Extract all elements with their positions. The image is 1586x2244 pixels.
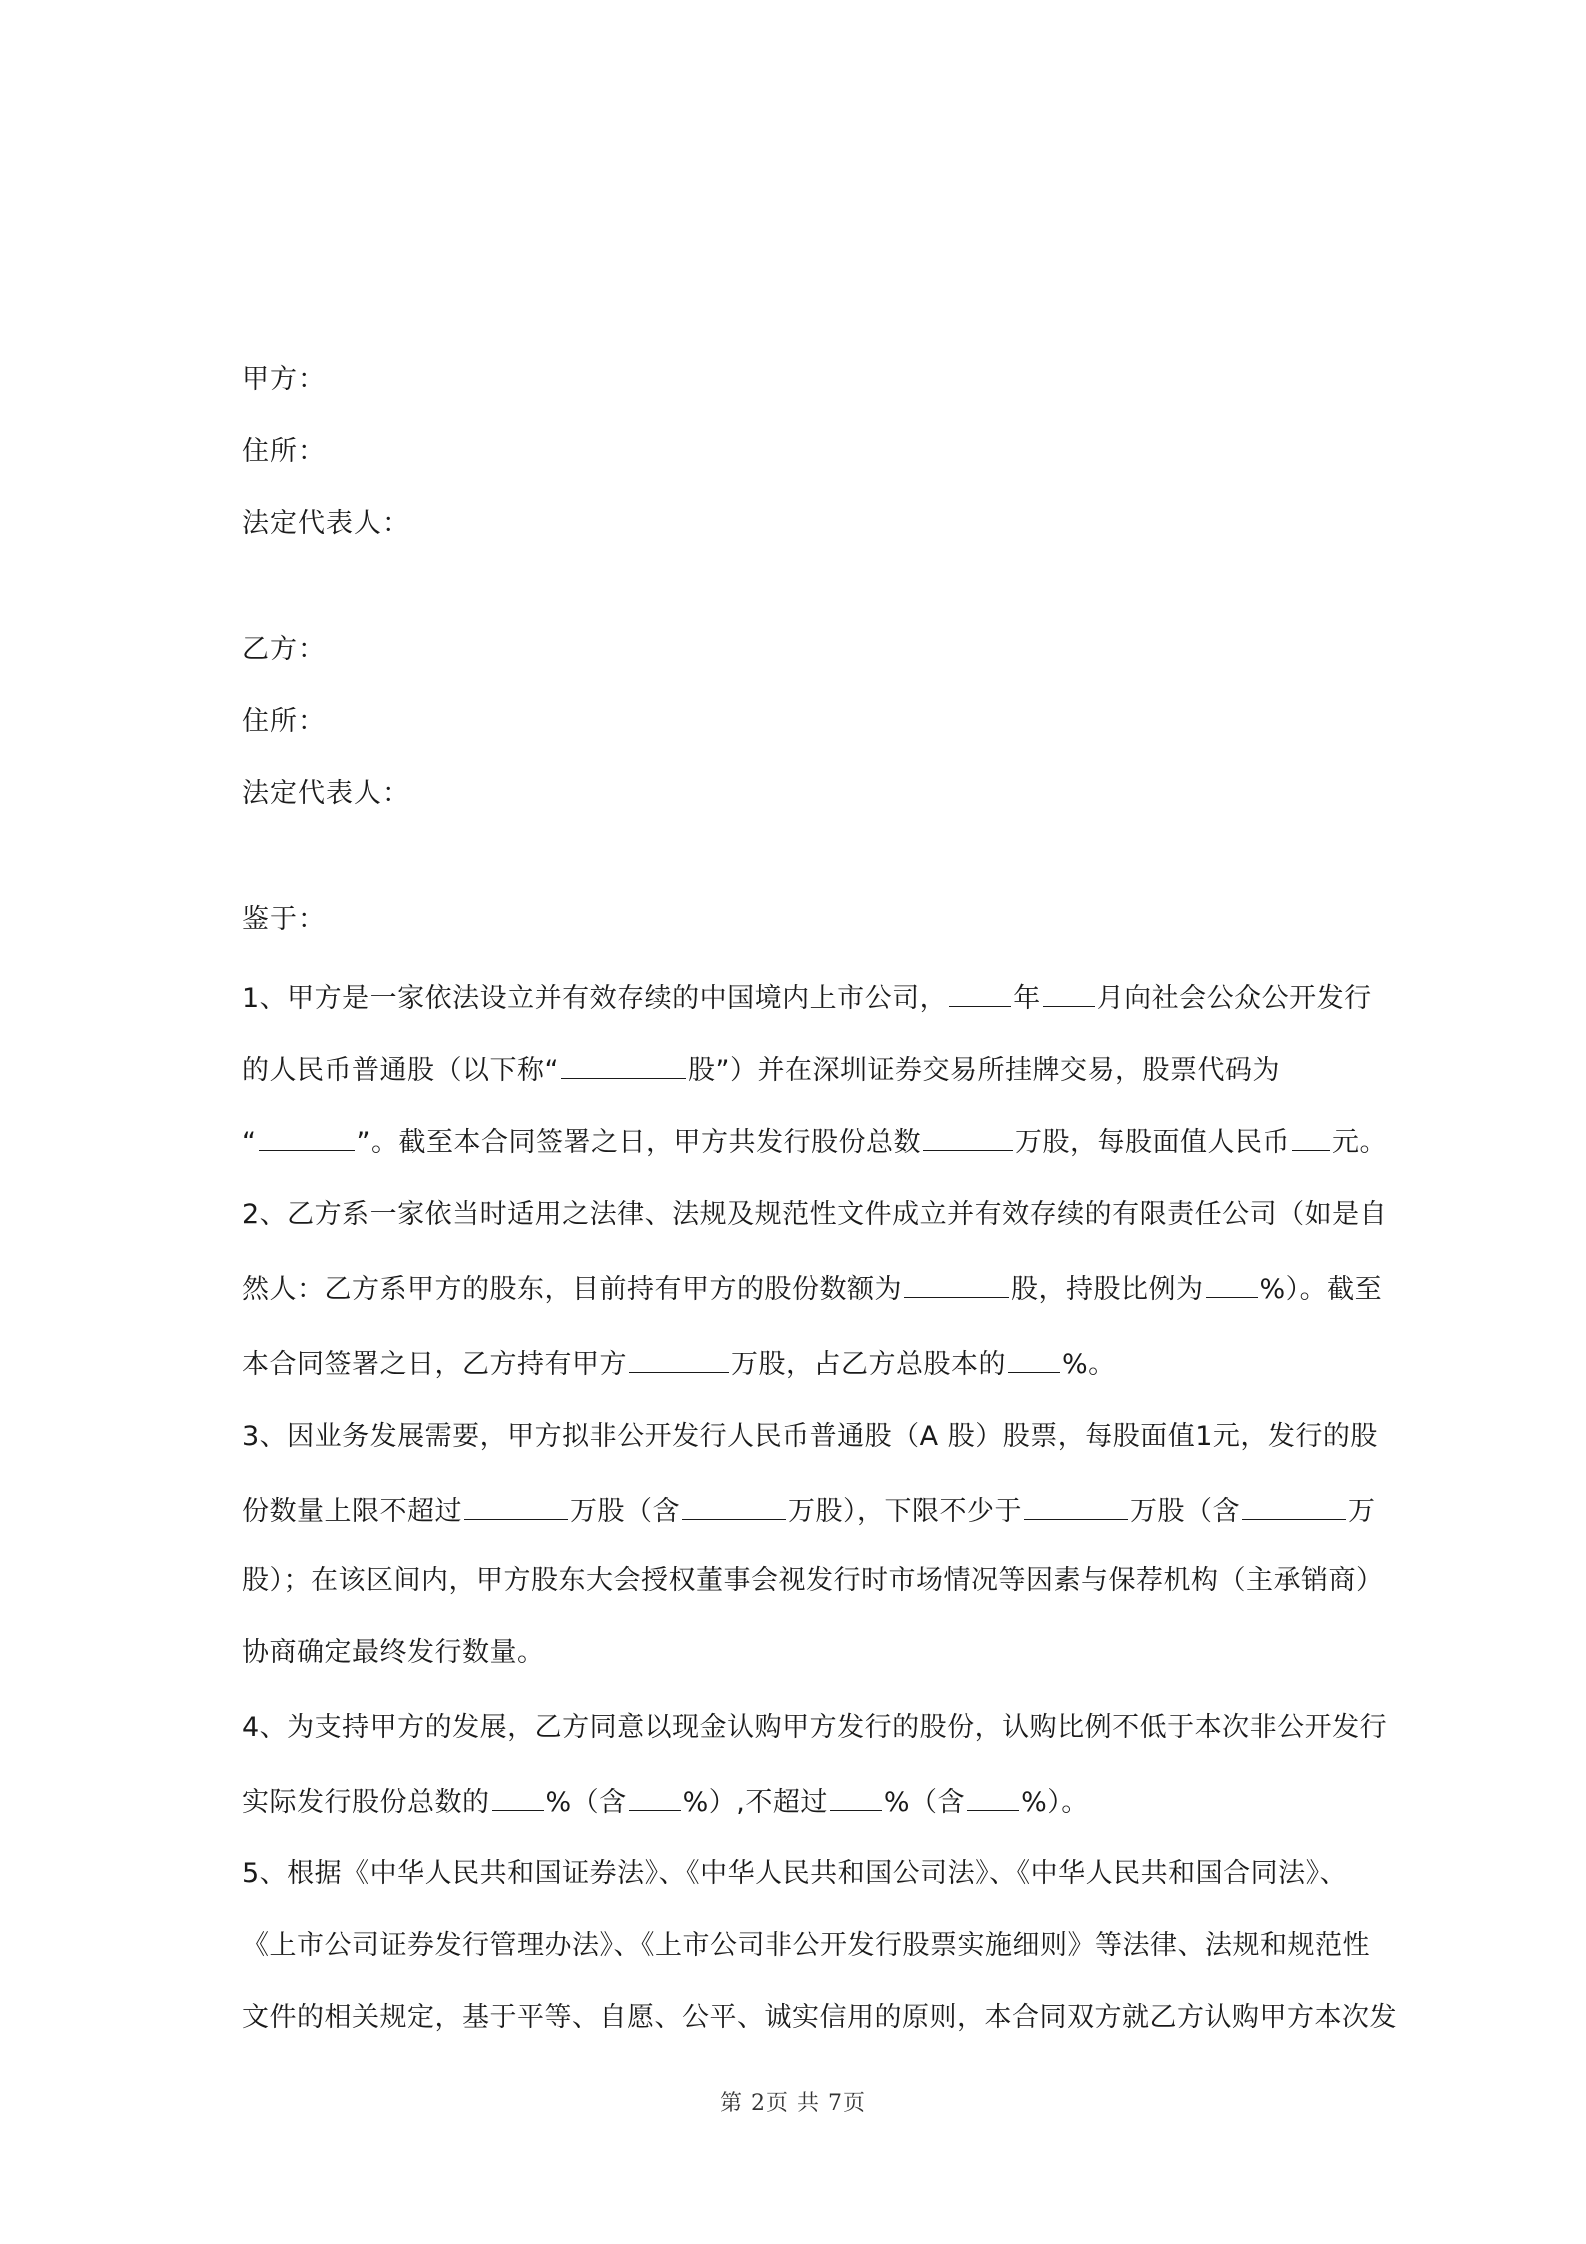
clause-text: 月向社会公众公开发行 [1096, 983, 1372, 1014]
clause-text: %）。截至 [1259, 1274, 1383, 1305]
clause-3-line-2 [242, 1491, 1376, 1530]
clause-text: “ [242, 1127, 257, 1158]
party-a-label: 甲方： [242, 364, 326, 395]
clause-text: 然人：乙方系甲方的股东，目前持有甲方的股份数额为 [242, 1274, 902, 1305]
clause-text: 万股（含 [570, 1496, 680, 1527]
blank-field [492, 1782, 544, 1811]
blank-field [1242, 1491, 1346, 1520]
blank-field [923, 1122, 1013, 1151]
blank-field [1292, 1122, 1330, 1151]
clause-text: ”。截至本合同签署之日，甲方共发行股份总数 [356, 1127, 921, 1158]
clause-text: %（含 [883, 1787, 966, 1818]
blank-field [830, 1782, 882, 1811]
blank-field [629, 1344, 729, 1373]
clause-text: 份数量上限不超过 [242, 1496, 462, 1527]
blank-field [967, 1782, 1019, 1811]
clause-text: %）。 [1021, 1787, 1089, 1818]
clause-5-line-3: 文件的相关规定，基于平等、自愿、公平、诚实信用的原则，本合同双方就乙方认购甲方本次发 [242, 2002, 1397, 2033]
blank-field [1206, 1269, 1258, 1298]
clause-3-line-3: 股）；在该区间内，甲方股东大会授权董事会视发行时市场情况等因素与保荐机构（主承销商） [242, 1565, 1384, 1596]
blank-field [682, 1491, 786, 1520]
blank-field [561, 1050, 686, 1079]
clause-text: 实际发行股份总数的 [242, 1787, 490, 1818]
party-b-address-label: 住所： [242, 706, 326, 737]
blank-field [949, 978, 1011, 1007]
clause-text: 股”）并在深圳证券交易所挂牌交易，股票代码为 [688, 1055, 1280, 1086]
clause-text: 元。 [1332, 1127, 1387, 1158]
clause-text: 万股（含 [1130, 1496, 1240, 1527]
clause-2-line-3 [242, 1344, 1357, 1383]
clause-3-line-4: 协商确定最终发行数量。 [242, 1637, 545, 1668]
clause-4-line-2 [242, 1782, 1357, 1821]
clause-1-line-2 [242, 1050, 1357, 1089]
blank-field [259, 1122, 355, 1151]
clause-text: 年 [1013, 983, 1041, 1014]
blank-field [904, 1269, 1009, 1298]
clause-text: %）,不超过 [682, 1787, 828, 1818]
clause-text: 万股，占乙方总股本的 [731, 1349, 1006, 1380]
clause-1-line-1 [242, 978, 1372, 1017]
party-a-address-label: 住所： [242, 436, 326, 467]
party-b-rep-label: 法定代表人： [242, 778, 410, 809]
clause-text: 股，持股比例为 [1011, 1274, 1204, 1305]
party-b-label: 乙方： [242, 634, 326, 665]
blank-field [1008, 1344, 1060, 1373]
clause-text: 的人民币普通股（以下称“ [242, 1055, 559, 1086]
whereas-label: 鉴于： [242, 904, 326, 935]
clause-3-line-1: 3、因业务发展需要，甲方拟非公开发行人民币普通股（A 股）股票，每股面值1元，发行的股 [242, 1421, 1378, 1452]
clause-text: 1、甲方是一家依法设立并有效存续的中国境内上市公司， [242, 983, 948, 1014]
blank-field [1024, 1491, 1128, 1520]
clause-5-line-2: 《上市公司证券发行管理办法》、《上市公司非公开发行股票实施细则》等法律、法规和规范性 [242, 1930, 1370, 1961]
clause-1-line-3 [242, 1122, 1387, 1161]
clause-text: 万股，每股面值人民币 [1015, 1127, 1290, 1158]
blank-field [464, 1491, 568, 1520]
clause-2-line-1: 2、乙方系一家依当时适用之法律、法规及规范性文件成立并有效存续的有限责任公司（如是自 [242, 1199, 1388, 1230]
clause-text: %。 [1062, 1349, 1116, 1380]
page-footer: 第 2页 共 7页 [720, 2091, 866, 2116]
clause-text: 万 [1348, 1496, 1376, 1527]
party-a-rep-label: 法定代表人： [242, 508, 410, 539]
clause-text: 万股），下限不少于 [788, 1496, 1022, 1527]
clause-text: %（含 [545, 1787, 627, 1818]
blank-field [629, 1782, 681, 1811]
clause-2-line-2 [242, 1269, 1383, 1308]
clause-5-line-1: 5、根据《中华人民共和国证券法》、《中华人民共和国公司法》、《中华人民共和国合同法》、 [242, 1858, 1348, 1889]
blank-field [1043, 978, 1095, 1007]
clause-text: 本合同签署之日，乙方持有甲方 [242, 1349, 627, 1380]
clause-4-line-1: 4、为支持甲方的发展，乙方同意以现金认购甲方发行的股份，认购比例不低于本次非公开发行 [242, 1712, 1388, 1743]
